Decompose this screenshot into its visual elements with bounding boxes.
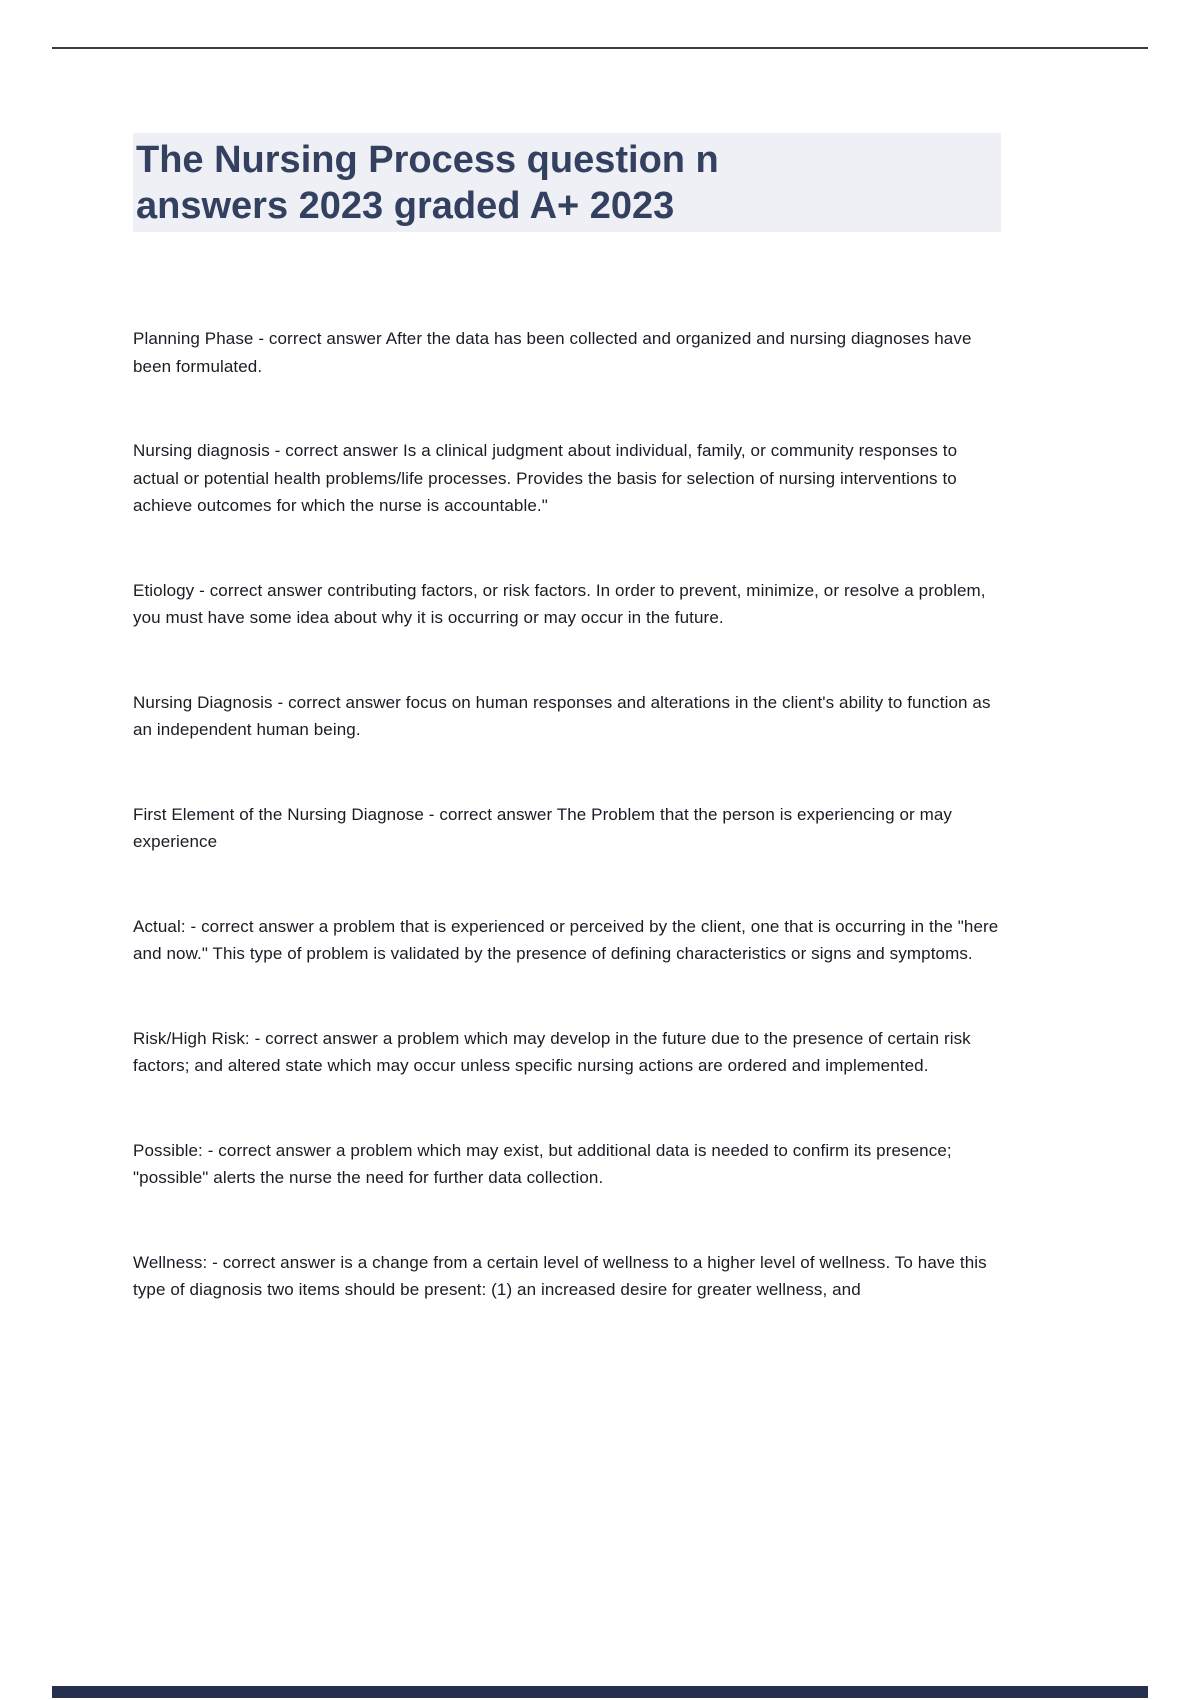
qa-definition: a problem which may exist, but additional data is needed to confirm its presence; "possible" alerts the nurse the need for further data collection.	[133, 1140, 952, 1187]
qa-item	[133, 801, 1001, 856]
qa-term: First Element of the Nursing Diagnose	[133, 804, 424, 824]
page-title-line1: The Nursing Process question n	[136, 139, 719, 181]
qa-separator: - correct answer	[423, 804, 557, 824]
qa-item	[133, 689, 1001, 744]
qa-item	[133, 1025, 1001, 1080]
qa-definition: After the data has been collected and organized and nursing diagnoses have been formulated.	[133, 329, 972, 376]
qa-definition: a problem which may develop in the future due to the presence of certain risk factors; and altered state which may occur unless specific nursing actions are ordered and implemented.	[133, 1028, 971, 1075]
page-title	[133, 133, 1001, 232]
qa-separator: - correct answer	[269, 441, 403, 460]
qa-list	[133, 325, 1001, 1304]
qa-definition: a problem that is experienced or perceived by the client, one that is occurring in the "here and now." This type of problem is validated by the presence of defining characteristics or signs and symptoms.	[133, 916, 999, 963]
qa-separator: - correct answer	[207, 1252, 341, 1272]
qa-definition: Is a clinical judgment about individual, family, or community responses to actual or potential health problems/life processes. Provides the basis for selection of nursing interventions to achieve outcomes for which the nurse is accountable."	[133, 441, 958, 515]
bottom-bar	[52, 1686, 1148, 1698]
qa-term: Planning Phase	[133, 329, 254, 348]
qa-term: Actual:	[133, 916, 186, 936]
qa-separator: - correct answer	[185, 916, 319, 936]
qa-term: Wellness:	[133, 1252, 208, 1272]
qa-item	[133, 437, 1001, 520]
qa-separator: - correct answer	[249, 1028, 383, 1048]
qa-term: Possible:	[133, 1140, 203, 1160]
qa-term: Nursing diagnosis	[133, 441, 270, 460]
qa-separator: - correct answer	[202, 1140, 337, 1160]
qa-term: Nursing Diagnosis	[133, 692, 273, 712]
qa-term: Risk/High Risk:	[133, 1028, 250, 1048]
qa-separator: - correct answer	[272, 692, 406, 712]
qa-item	[133, 577, 1001, 632]
qa-item	[133, 913, 1001, 968]
qa-separator: - correct answer	[194, 580, 328, 600]
qa-definition: contributing factors, or risk factors. In order to prevent, minimize, or resolve a problem, you must have some idea about why it is occurring or may occur in the future.	[133, 580, 986, 627]
qa-item	[133, 1137, 1001, 1192]
content-area	[133, 0, 1001, 1361]
page-title-line2: answers 2023 graded A+ 2023	[136, 185, 675, 227]
qa-item	[133, 1249, 1001, 1304]
qa-separator: - correct answer	[253, 329, 386, 348]
qa-definition: focus on human responses and alterations in the client's ability to function as an independent human being.	[133, 692, 991, 739]
qa-definition: is a change from a certain level of wellness to a higher level of wellness. To have this type of diagnosis two items should be present: (1) an increased desire for greater wellness, and	[133, 1252, 987, 1299]
qa-definition: The Problem that the person is experiencing or may experience	[133, 804, 953, 851]
qa-term: Etiology	[133, 580, 195, 600]
qa-item	[133, 325, 1001, 380]
